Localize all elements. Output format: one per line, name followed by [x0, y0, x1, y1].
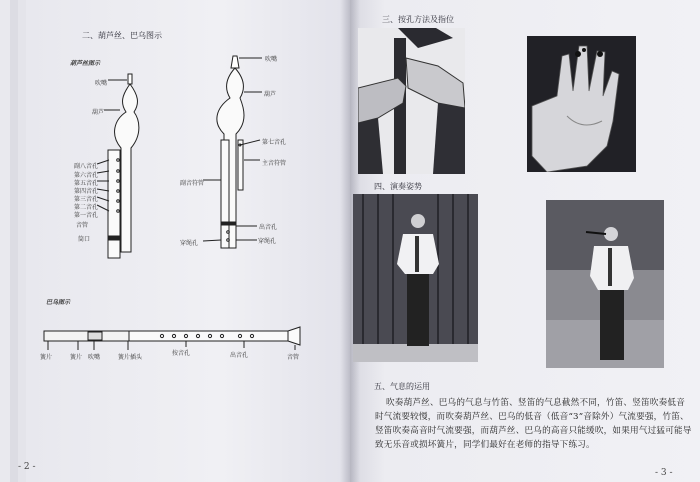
- label-fingerhole: 第二音孔: [74, 204, 99, 211]
- label-bawu-reed: 簧片: [70, 354, 83, 361]
- label-hulu: 葫芦: [264, 91, 277, 98]
- body-text-line: 吹奏葫芦丝、巴乌的气息与竹笛、竖笛的气息截然不同，竹笛、竖笛吹奏低音: [386, 398, 685, 408]
- label-bawu-reed: 簧片: [40, 354, 53, 361]
- label-chuizui: 吹嘴: [95, 80, 108, 87]
- body-text-line: 时气流要较慢，而吹奏葫芦丝、巴乌的低音（低音“3”音除外）气流要强，竹笛、: [375, 412, 689, 422]
- page-number-left: - 2 -: [18, 462, 36, 472]
- label-fingerhole: 第四音孔: [74, 188, 99, 195]
- photo-palm-fingering: [527, 36, 636, 172]
- label-hulu: 葫芦: [92, 109, 105, 116]
- label-tongkou: 筒口: [78, 236, 91, 243]
- label-bawu-reed-plug: 簧片插头: [118, 354, 143, 361]
- label-fingerhole: 第六音孔: [74, 172, 99, 179]
- label-fingerhole: 第五音孔: [74, 180, 99, 187]
- label-7th-hole: 第七音孔: [262, 139, 287, 146]
- label-string-hole: 穿绳孔: [258, 238, 277, 245]
- label-main-pipe: 主音符管: [262, 160, 287, 167]
- section-title-posture: 四、演奏姿势: [374, 182, 422, 191]
- section-title-hulusi-bawu: 二、葫芦丝、巴乌图示: [82, 31, 162, 40]
- body-text-line: 致无乐音或损坏簧片，同学们最好在老师的指导下练习。: [375, 440, 595, 450]
- label-bawu-pipe: 音管: [287, 354, 300, 361]
- label-yinguan: 音管: [76, 222, 89, 229]
- hulusi-diagram-title: 葫芦丝图示: [70, 60, 101, 67]
- photo-posture-front: [353, 194, 478, 362]
- label-sub-pipe: 副音符管: [180, 180, 205, 187]
- section-title-fingering: 三、按孔方法及指位: [382, 15, 454, 24]
- body-text-line: 竖笛吹奏高音时气流要强，而葫芦丝、巴乌的高音只能缓吹，如果用气过猛可能导: [375, 426, 692, 436]
- photo-hand-fingering: [358, 28, 465, 174]
- label-fingerhole: 第三音孔: [74, 196, 99, 203]
- page-number-right: - 3 -: [655, 468, 673, 478]
- hulusi-diagram-right: [203, 56, 262, 248]
- hulusi-diagram-left: [97, 74, 139, 258]
- label-string-hole: 穿绳孔: [180, 240, 199, 247]
- label-bawu-mouthpiece: 吹嘴: [88, 354, 101, 361]
- photo-posture-side: [546, 200, 664, 368]
- label-chuizui: 吹嘴: [265, 56, 278, 63]
- bawu-diagram: [44, 327, 300, 350]
- label-outlet-hole: 出音孔: [259, 224, 278, 231]
- label-fingerhole: 副八音孔: [74, 163, 99, 170]
- label-bawu-finger-holes: 按音孔: [172, 350, 191, 357]
- label-fingerhole: 第一音孔: [74, 212, 99, 219]
- bawu-diagram-title: 巴乌图示: [46, 299, 71, 306]
- section-title-breath: 五、气息的运用: [374, 382, 430, 391]
- label-bawu-outlet: 出音孔: [230, 352, 249, 359]
